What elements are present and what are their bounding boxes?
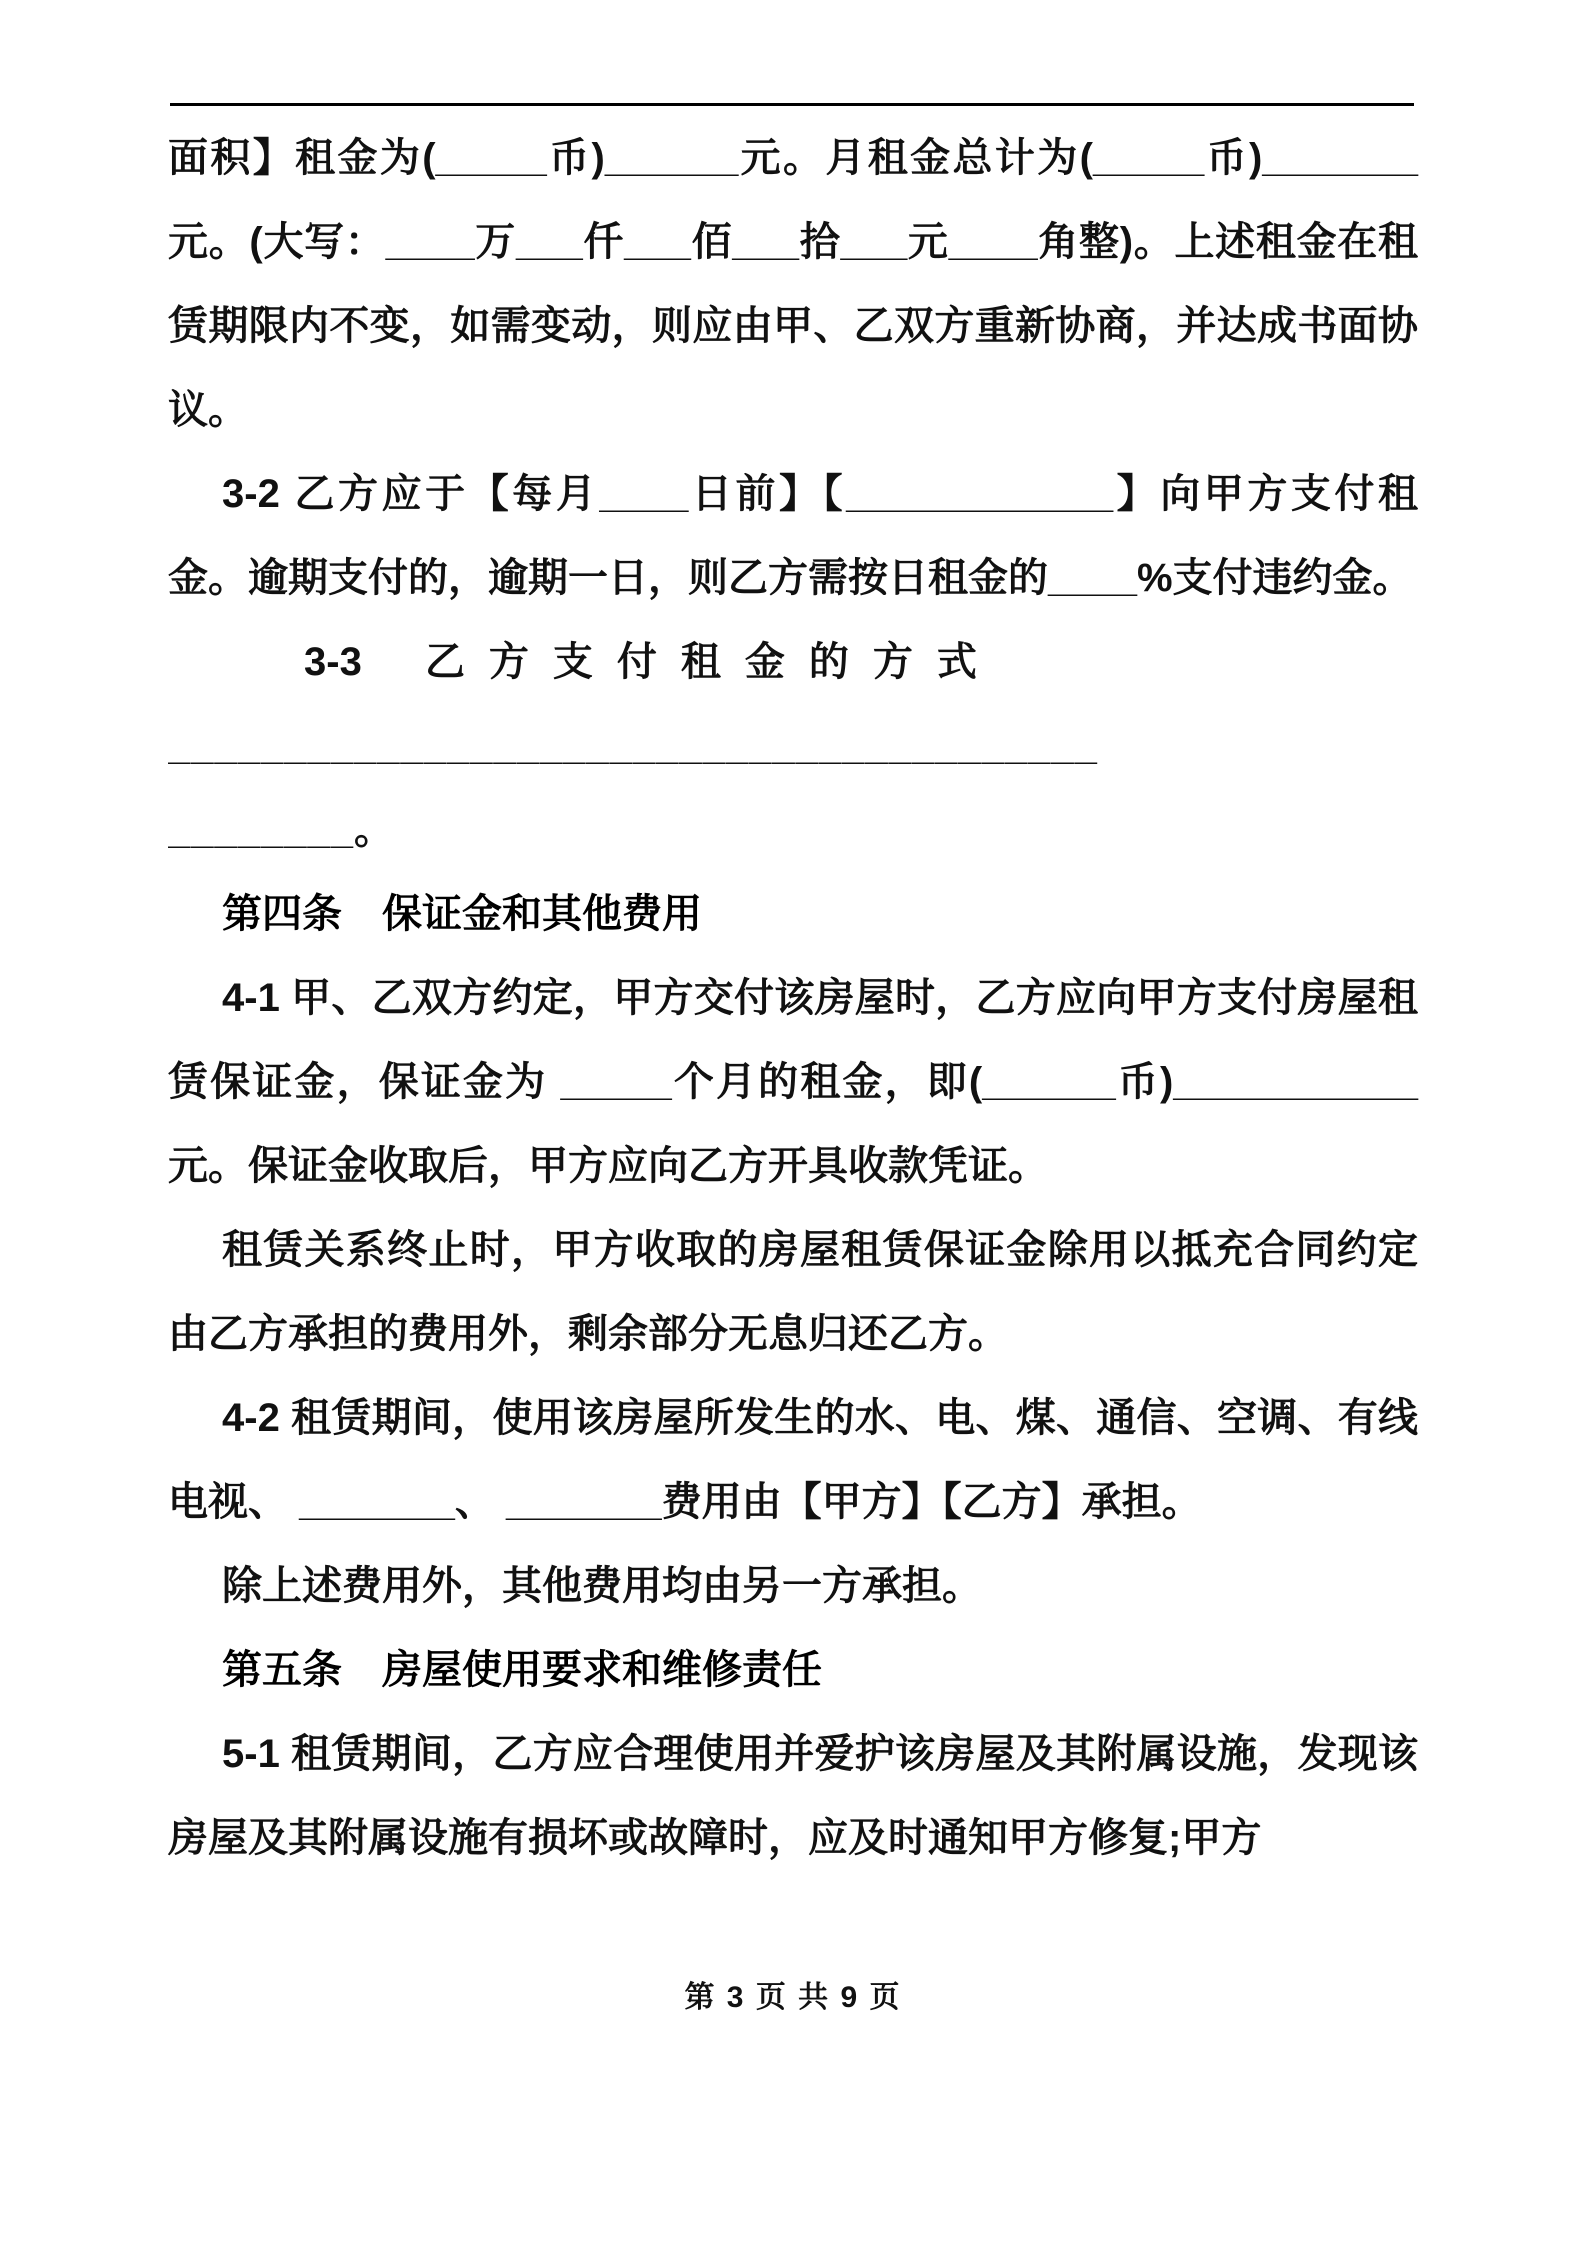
section-heading-article-5: 第五条 房屋使用要求和维修责任 xyxy=(222,1648,822,1692)
clause-3-3-title: 乙方支付租金的方式 xyxy=(424,640,1001,684)
paragraph-clause-4-2: 4-2 租赁期间，使用该房屋所发生的水、电、煤、通信、空调、有线电视、 _______、 _______费用由【甲方】【乙方】承担。 xyxy=(168,1396,1418,1524)
paragraph-clause-4-1-continued: 租赁关系终止时，甲方收取的房屋租赁保证金除用以抵充合同约定由乙方承担的费用外，剩余部分无息归还乙方。 xyxy=(168,1228,1418,1356)
blank-line-short: ________。 xyxy=(168,808,395,852)
paragraph-clause-5-1: 5-1 租赁期间，乙方应合理使用并爱护该房屋及其附属设施，发现该房屋及其附属设施有损坏或故障时，应及时通知甲方修复;甲方 xyxy=(168,1732,1418,1860)
paragraph-clause-4-2-continued: 除上述费用外，其他费用均由另一方承担。 xyxy=(222,1564,982,1608)
paragraph-clause-3-3 xyxy=(168,620,1418,704)
clause-3-3-number: 3-3 xyxy=(304,640,362,684)
contract-body xyxy=(168,116,1418,1880)
paragraph-clause-3-2: 3-2 乙方应于【每月____日前】【____________】向甲方支付租金。逾期支付的，逾期一日，则乙方需按日租金的____%支付违约金。 xyxy=(168,472,1418,600)
page-number-footer: 第 3 页 共 9 页 xyxy=(684,1981,902,2014)
paragraph-rent-terms: 面积】租金为(_____币)______元。月租金总计为(_____币)_______元。(大写：____万___仟___佰___拾___元____角整)。上述租金在租赁期限内不变，如需变动，则应由甲、乙双方重新协商，并达成书面协议。 xyxy=(168,136,1418,432)
blank-line-full: ________________________________________ xyxy=(168,724,1098,768)
section-heading-article-4: 第四条 保证金和其他费用 xyxy=(222,892,702,936)
paragraph-clause-4-1: 4-1 甲、乙双方约定，甲方交付该房屋时，乙方应向甲方支付房屋租赁保证金，保证金为 _____个月的租金，即(______币)___________元。保证金收取后，甲方应向乙方开具收款凭证。 xyxy=(168,976,1418,1188)
header-rule xyxy=(170,103,1414,106)
